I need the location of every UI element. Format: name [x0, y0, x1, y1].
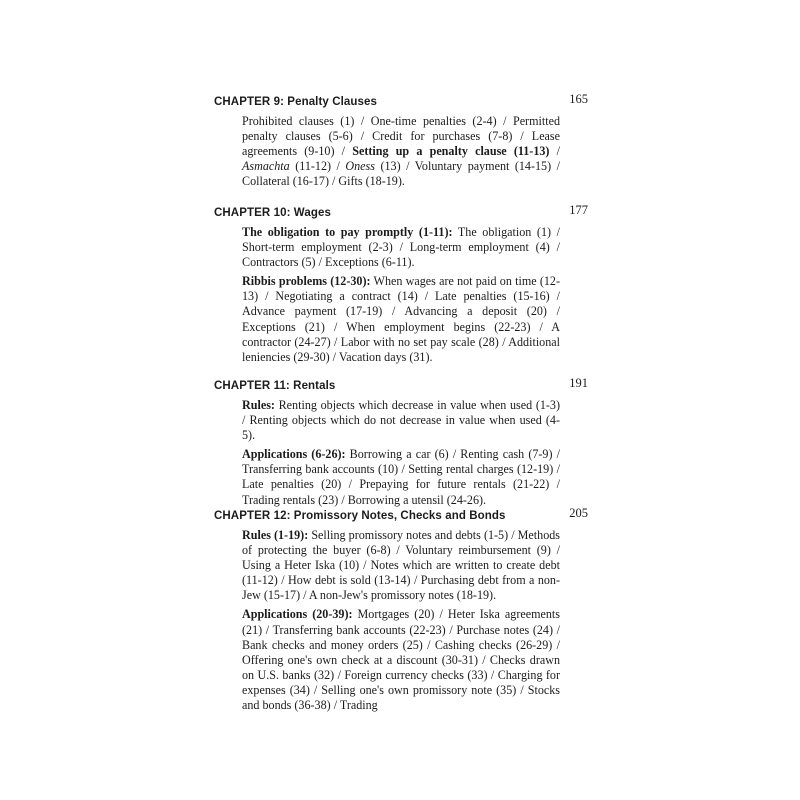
section-summary	[242, 398, 560, 443]
section-heading: Ribbis problems (12-30):	[242, 274, 371, 289]
section-heading: Rules:	[242, 398, 275, 412]
summary-text: Mortgages (20) / Heter Iska agreements (21) / Transferring bank accounts (22-23) / Purchase notes (24) / Bank checks and money orders (25) / Cashing checks (26-29) / Offering one's own check at a discount (30-31) / Checks drawn on U.S. banks (32) / Foreign currency checks (33) / Charging for expenses (34) / Selling one's own promissory note (35) / Stocks and bonds (36-38) / Trading	[242, 607, 560, 713]
section-summary	[242, 225, 560, 270]
italic-term: Asmachta	[242, 159, 290, 174]
chapter-heading	[214, 92, 588, 114]
section-summary	[242, 274, 560, 365]
chapter-11	[214, 376, 588, 508]
chapter-page-number: 165	[569, 92, 588, 106]
chapter-title: CHAPTER 10: Wages	[214, 207, 331, 219]
summary-text: /	[549, 144, 561, 159]
chapter-9	[214, 92, 588, 189]
section-heading: The obligation to pay promptly (1-11):	[242, 225, 453, 239]
chapter-title: CHAPTER 11: Rentals	[214, 380, 336, 392]
italic-term: Oness	[345, 159, 375, 174]
chapter-page-number: 191	[569, 376, 588, 390]
chapter-title: CHAPTER 9: Penalty Clauses	[214, 96, 378, 108]
summary-text: (13) / Voluntary payment (14-15) / Collateral (16-17) / Gifts (18-19).	[242, 159, 560, 189]
summary-text: Prohibited clauses (1) / One-time penalties (2-4) / Permitted penalty clauses (5-6) / Credit for purchases (7-8) / Lease agreements (9-10) /	[242, 114, 560, 159]
chapter-title: CHAPTER 12: Promissory Notes, Checks and Bonds	[214, 510, 506, 522]
chapter-heading	[214, 376, 588, 398]
chapter-summary	[242, 114, 560, 189]
chapter-page-number: 177	[569, 203, 588, 217]
section-summary	[242, 447, 560, 507]
chapter-page-number: 205	[569, 506, 588, 520]
section-heading: Applications (6-26):	[242, 447, 346, 462]
summary-text: Selling promissory notes and debts (1-5) / Methods of protecting the buyer (6-8) / Voluntary reimbursement (9) / Using a Heter Iska (10) / Notes which are written to create debt (11-12) / How debt is sold (13-14) / Purchasing debt from a non-Jew (15-17) / A non-Jew's promissory notes (18-19).	[242, 528, 560, 603]
section-heading: Applications (20-39):	[242, 607, 353, 622]
bold-topic: Setting up a penalty clause (11-13)	[352, 144, 550, 159]
section-summary	[242, 607, 560, 713]
summary-text: The obligation (1) / Short-term employment (2-3) / Long-term employment (4) / Contractors (5) / Exceptions (6-11).	[242, 225, 560, 270]
section-summary	[242, 528, 560, 603]
summary-text: Borrowing a car (6) / Renting cash (7-9) / Transferring bank accounts (10) / Setting rental charges (12-19) / Late penalties (20) / Prepaying for future rentals (21-22) / Trading rentals (23) / Borrowing a utensil (24-26).	[242, 447, 560, 507]
summary-text: When wages are not paid on time (12-13) / Negotiating a contract (14) / Late penalties (15-16) / Advance payment (17-19) / Advancing a deposit (20) / Exceptions (21) / When employment begins (22-23) / A contractor (24-27) / Labor with no set pay scale (28) / Additional leniencies (29-30) / Vacation days (31).	[242, 274, 560, 364]
chapter-12	[214, 506, 588, 713]
summary-text: Renting objects which decrease in value when used (1-3) / Renting objects which do not decrease in value when used (4-5).	[242, 398, 560, 443]
summary-text: (11-12) /	[289, 159, 346, 174]
chapter-heading	[214, 506, 588, 528]
chapter-heading	[214, 203, 588, 225]
chapter-10	[214, 203, 588, 365]
section-heading: Rules (1-19):	[242, 528, 309, 542]
